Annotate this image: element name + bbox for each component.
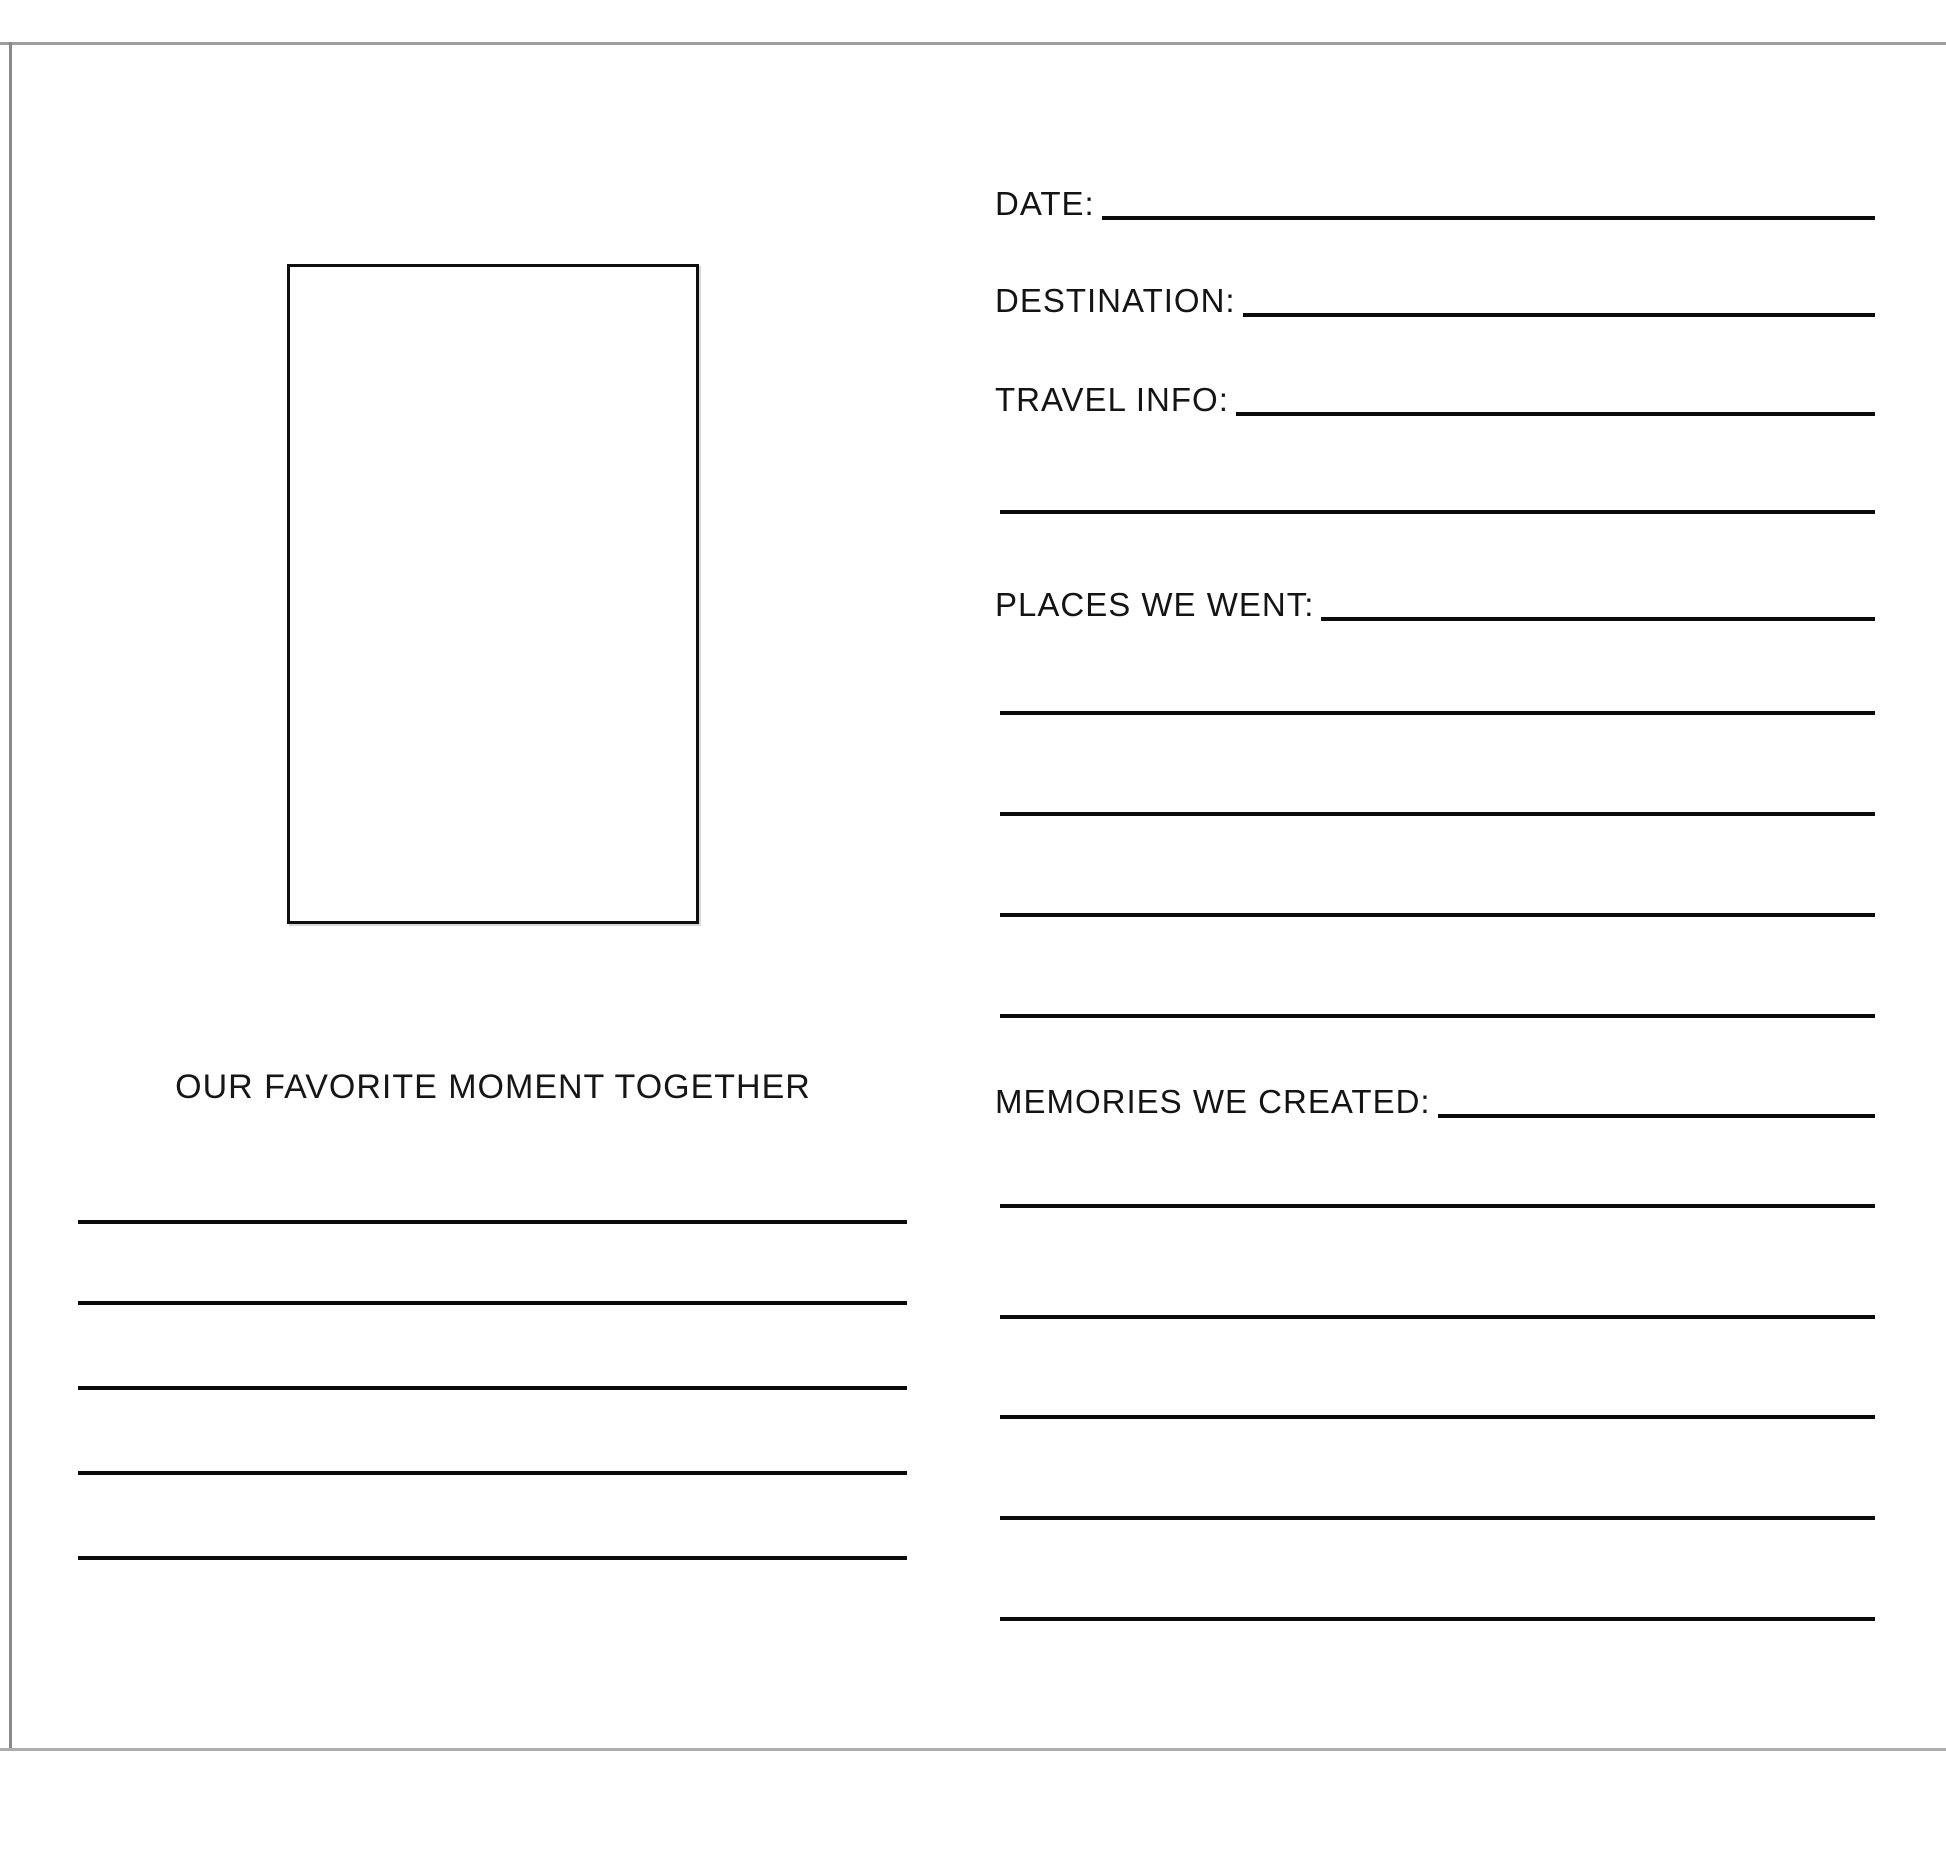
places-blank-line (1000, 711, 1875, 715)
favorite-moment-blank-line (78, 1556, 907, 1560)
favorite-moment-blank-line (78, 1301, 907, 1305)
places-label: PLACES WE WENT: (995, 586, 1315, 623)
travel-info-label: TRAVEL INFO: (995, 381, 1229, 418)
places-blank-line (1000, 812, 1875, 816)
favorite-moment-caption: OUR FAVORITE MOMENT TOGETHER (175, 1068, 811, 1106)
places-write-line (1321, 617, 1875, 621)
places-blank-line (1000, 913, 1875, 917)
memories-blank-line (1000, 1617, 1875, 1621)
memories-field-row (995, 1072, 1875, 1118)
photo-placeholder-box (287, 264, 699, 924)
memories-blank-line (1000, 1204, 1875, 1208)
date-field-row (995, 174, 1875, 220)
page-top-edge-line (0, 42, 1946, 45)
travel-info-write-line (1236, 412, 1875, 416)
destination-field-row (995, 271, 1875, 317)
places-field-row (995, 575, 1875, 621)
memories-label: MEMORIES WE CREATED: (995, 1083, 1431, 1120)
places-blank-line (1000, 1014, 1875, 1018)
travel-info-blank-line (1000, 510, 1875, 514)
favorite-moment-blank-line (78, 1220, 907, 1224)
page-left-edge-line (9, 42, 12, 1750)
travel-info-field-row (995, 370, 1875, 416)
memories-write-line (1438, 1114, 1875, 1118)
destination-label: DESTINATION: (995, 282, 1236, 319)
favorite-moment-blank-line (78, 1471, 907, 1475)
memories-blank-line (1000, 1315, 1875, 1319)
memories-blank-line (1000, 1516, 1875, 1520)
destination-write-line (1243, 313, 1875, 317)
page-bottom-edge-line (0, 1748, 1946, 1751)
favorite-moment-blank-line (78, 1386, 907, 1390)
memories-blank-line (1000, 1415, 1875, 1419)
date-write-line (1102, 216, 1875, 220)
date-label: DATE: (995, 185, 1095, 222)
